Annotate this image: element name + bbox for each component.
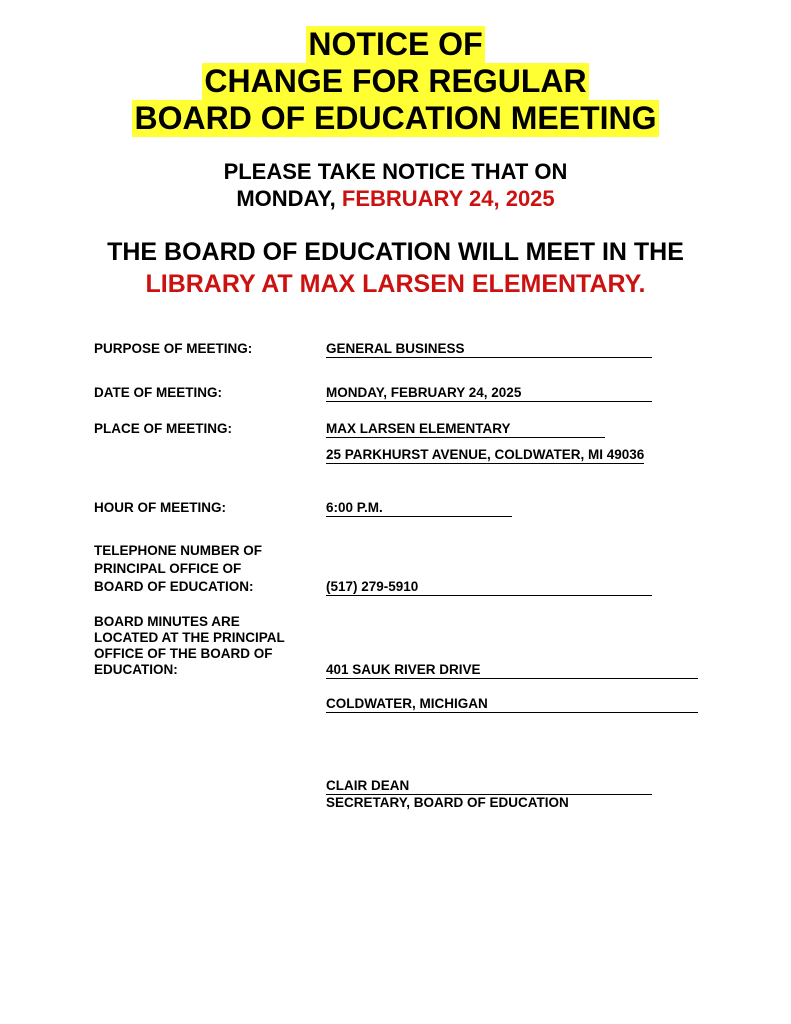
board-line-1: THE BOARD OF EDUCATION WILL MEET IN THE: [107, 238, 684, 266]
notice-title: [0, 26, 791, 137]
notice-day: MONDAY,: [236, 186, 342, 211]
board-line-2: LIBRARY AT MAX LARSEN ELEMENTARY.: [145, 270, 646, 298]
phone-label-2: PRINCIPAL OFFICE OF: [94, 561, 242, 576]
place-label: PLACE OF MEETING:: [94, 421, 232, 436]
hour-value: 6:00 P.M.: [326, 500, 512, 517]
date-value: MONDAY, FEBRUARY 24, 2025: [326, 385, 652, 402]
meeting-location-statement: [0, 236, 791, 300]
place-value-2: 25 PARKHURST AVENUE, COLDWATER, MI 49036: [326, 447, 645, 462]
minutes-label-3: OFFICE OF THE BOARD OF: [94, 646, 273, 661]
minutes-label-4: EDUCATION:: [94, 662, 178, 677]
title-line-1: NOTICE OF: [308, 26, 483, 62]
minutes-label-1: BOARD MINUTES ARE: [94, 614, 240, 629]
notice-date: FEBRUARY 24, 2025: [341, 186, 555, 211]
phone-label-3: BOARD OF EDUCATION:: [94, 579, 254, 594]
notice-line-1: PLEASE TAKE NOTICE THAT ON: [223, 159, 568, 184]
phone-label-1: TELEPHONE NUMBER OF: [94, 543, 263, 558]
minutes-label-2: LOCATED AT THE PRINCIPAL: [94, 630, 285, 645]
signature-title: SECRETARY, BOARD OF EDUCATION: [326, 795, 569, 810]
minutes-value-1: 401 SAUK RIVER DRIVE: [326, 662, 698, 679]
notice-line-2: [0, 185, 791, 212]
date-label: DATE OF MEETING:: [94, 385, 222, 400]
title-line-3: BOARD OF EDUCATION MEETING: [134, 100, 657, 136]
title-line-2: CHANGE FOR REGULAR: [204, 63, 587, 99]
notice-statement: [0, 158, 791, 212]
hour-label: HOUR OF MEETING:: [94, 500, 226, 515]
phone-value: (517) 279-5910: [326, 579, 652, 596]
purpose-value: GENERAL BUSINESS: [326, 341, 652, 358]
purpose-label: PURPOSE OF MEETING:: [94, 341, 253, 356]
minutes-value-2: COLDWATER, MICHIGAN: [326, 696, 698, 713]
place-value-1: MAX LARSEN ELEMENTARY: [326, 421, 605, 438]
signature-name: CLAIR DEAN: [326, 778, 652, 795]
